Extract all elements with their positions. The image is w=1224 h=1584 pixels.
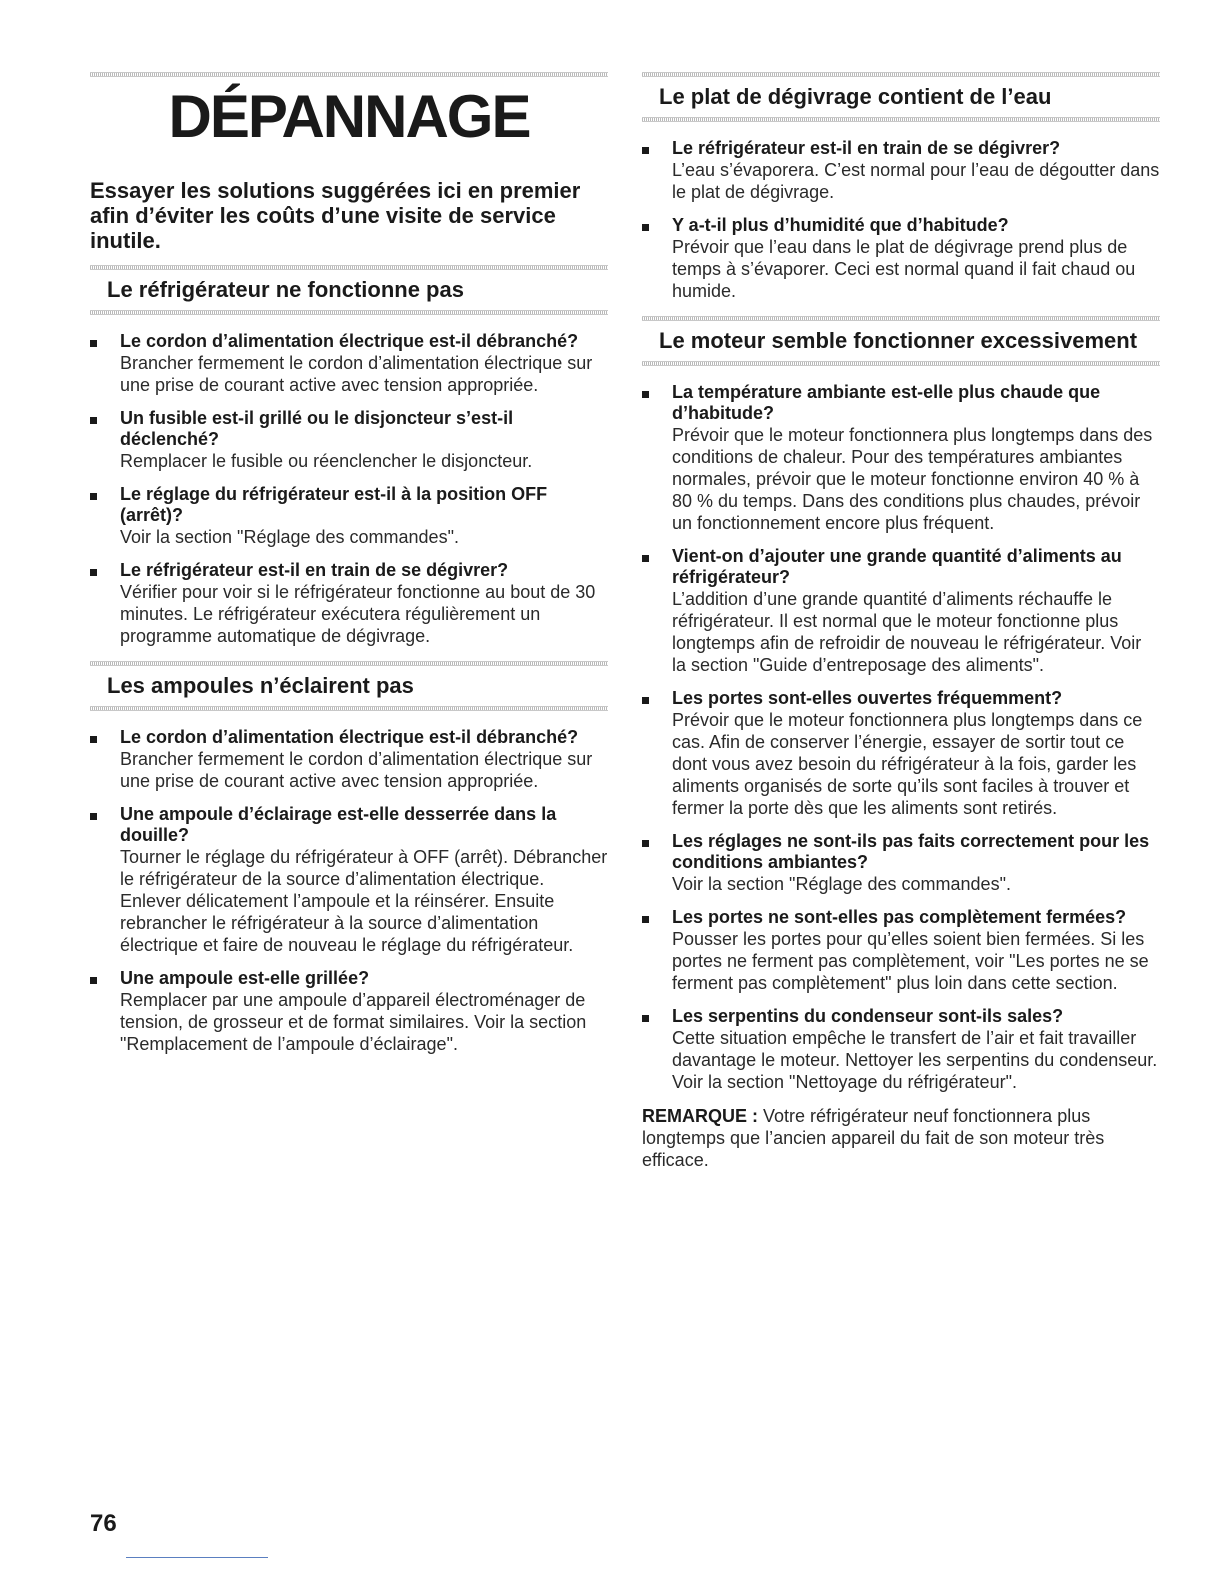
footer-line	[126, 1557, 268, 1558]
question-list	[90, 727, 608, 1055]
list-item	[90, 408, 608, 472]
list-item	[642, 688, 1160, 819]
list-item	[90, 331, 608, 396]
divider	[90, 72, 608, 77]
page-title: DÉPANNAGE	[168, 83, 530, 150]
bullet-icon	[90, 417, 97, 424]
bullet-icon	[90, 569, 97, 576]
section-not-running	[90, 265, 608, 647]
left-column	[90, 0, 608, 1067]
bullet-icon	[90, 340, 97, 347]
intro-text: Essayer les solutions suggérées ici en premier afin d’éviter les coûts d’une visite de service inutile.	[90, 178, 581, 253]
answer: Remplacer par une ampoule d’appareil électroménager de tension, de grosseur et de format similaires. Voir la section "Remplacement de l’ampoule d’éclairage".	[120, 990, 587, 1054]
list-item	[90, 968, 608, 1055]
question: Vient-on d’ajouter une grande quantité d’aliments au réfrigérateur?	[672, 546, 1122, 587]
bullet-icon	[642, 391, 649, 398]
bullet-icon	[90, 977, 97, 984]
list-item	[90, 484, 608, 548]
question: Une ampoule d’éclairage est-elle desserrée dans la douille?	[120, 804, 557, 845]
question: Le réglage du réfrigérateur est-il à la position OFF (arrêt)?	[120, 484, 548, 525]
list-item	[642, 138, 1160, 203]
bullet-icon	[90, 736, 97, 743]
answer: Brancher fermement le cordon d’alimentation électrique sur une prise de courant active avec tension appropriée.	[120, 749, 593, 791]
divider	[642, 361, 1160, 366]
list-item	[90, 727, 608, 792]
page-number: 76	[90, 1510, 117, 1537]
question: Une ampoule est-elle grillée?	[120, 968, 370, 988]
answer: Prévoir que le moteur fonctionnera plus longtemps dans ce cas. Afin de conserver l’énergie, essayer de sortir tout ce dont vous avez besoin du réfrigérateur à la fois, garder les aliments organisés de sorte qu’ils sont faciles à trouver et fermer la porte dès que les aliments sont retirés.	[672, 710, 1143, 818]
list-item	[90, 804, 608, 956]
bullet-icon	[90, 493, 97, 500]
question: Le réfrigérateur est-il en train de se dégivrer?	[672, 138, 1061, 158]
section-drain-pan	[642, 72, 1160, 302]
section-heading: Le réfrigérateur ne fonctionne pas	[107, 277, 464, 302]
question-list	[642, 382, 1160, 1093]
question: Les serpentins du condenseur sont-ils sales?	[672, 1006, 1064, 1026]
question: Les réglages ne sont-ils pas faits correctement pour les conditions ambiantes?	[672, 831, 1150, 872]
bullet-icon	[642, 697, 649, 704]
list-item	[642, 546, 1160, 676]
list-item	[642, 1006, 1160, 1093]
answer: Cette situation empêche le transfert de l’air et fait travailler davantage le moteur. Nettoyer les serpentins du condenseur. Voir la section "Nettoyage du réfrigérateur".	[672, 1028, 1158, 1092]
answer: Remplacer le fusible ou réenclencher le disjoncteur.	[120, 451, 533, 471]
section-heading: Le plat de dégivrage contient de l’eau	[659, 84, 1052, 109]
answer: Brancher fermement le cordon d’alimentation électrique sur une prise de courant active avec tension appropriée.	[120, 353, 593, 395]
question: Y a-t-il plus d’humidité que d’habitude?	[672, 215, 1009, 235]
answer: Voir la section "Réglage des commandes".	[672, 874, 1011, 894]
section-motor	[642, 316, 1160, 1171]
question-list	[90, 331, 608, 647]
bullet-icon	[642, 224, 649, 231]
list-item	[642, 831, 1160, 895]
answer: Prévoir que l’eau dans le plat de dégivrage prend plus de temps à s’évaporer. Ceci est normal quand il fait chaud ou humide.	[672, 237, 1136, 301]
answer: L’addition d’une grande quantité d’aliments réchauffe le réfrigérateur. Il est normal que le moteur fonctionne plus longtemps afin de refroidir de nouveau le réfrigérateur. Voir la section "Guide d’entreposage des aliments".	[672, 589, 1142, 675]
question: Le réfrigérateur est-il en train de se dégivrer?	[120, 560, 509, 580]
bullet-icon	[642, 555, 649, 562]
list-item	[90, 560, 608, 647]
bullet-icon	[642, 840, 649, 847]
question: Le cordon d’alimentation électrique est-il débranché?	[120, 727, 579, 747]
section-heading: Les ampoules n’éclairent pas	[107, 673, 414, 698]
question: Les portes sont-elles ouvertes fréquemment?	[672, 688, 1063, 708]
question: Le cordon d’alimentation électrique est-il débranché?	[120, 331, 579, 351]
question: La température ambiante est-elle plus chaude que d’habitude?	[672, 382, 1101, 423]
answer: Voir la section "Réglage des commandes".	[120, 527, 459, 547]
answer: Vérifier pour voir si le réfrigérateur fonctionne au bout de 30 minutes. Le réfrigérateur exécutera régulièrement un programme automatique de dégivrage.	[120, 582, 596, 646]
divider	[642, 117, 1160, 122]
remark-text: Votre réfrigérateur neuf fonctionnera plus longtemps que l’ancien appareil du fait de son moteur très efficace.	[642, 1106, 1105, 1170]
question: Un fusible est-il grillé ou le disjoncteur s’est-il déclenché?	[120, 408, 514, 449]
question-list	[642, 138, 1160, 302]
remark-note	[642, 1105, 1160, 1171]
answer: Pousser les portes pour qu’elles soient bien fermées. Si les portes ne ferment pas complètement, voir "Les portes ne se ferment pas complètement" plus loin dans cette section.	[672, 929, 1149, 993]
bullet-icon	[642, 1015, 649, 1022]
answer: Tourner le réglage du réfrigérateur à OFF (arrêt). Débrancher le réfrigérateur de la source d’alimentation électrique. Enlever délicatement l’ampoule et la réinsérer. Ensuite rebrancher le réfrigérateur à la source d’alimentation électrique et faire de nouveau le réglage du réfrigérateur.	[120, 847, 608, 955]
section-heading: Le moteur semble fonctionner excessivement	[659, 328, 1138, 353]
bullet-icon	[90, 813, 97, 820]
answer: L’eau s’évaporera. C’est normal pour l’eau de dégoutter dans le plat de dégivrage.	[672, 160, 1160, 202]
bullet-icon	[642, 147, 649, 154]
divider	[90, 310, 608, 315]
section-lights	[90, 661, 608, 1055]
question: Les portes ne sont-elles pas complètement fermées?	[672, 907, 1127, 927]
list-item	[642, 382, 1160, 534]
list-item	[642, 215, 1160, 302]
divider	[90, 706, 608, 711]
list-item	[642, 907, 1160, 994]
bullet-icon	[642, 916, 649, 923]
right-column	[642, 0, 1160, 1171]
remark-label: REMARQUE :	[642, 1106, 758, 1126]
answer: Prévoir que le moteur fonctionnera plus longtemps dans des conditions de chaleur. Pour des températures ambiantes normales, prévoir que le moteur fonctionne environ 40 % à 80 % du temps. Dans des conditions plus chaudes, prévoir un fonctionnement encore plus fréquent.	[672, 425, 1153, 533]
